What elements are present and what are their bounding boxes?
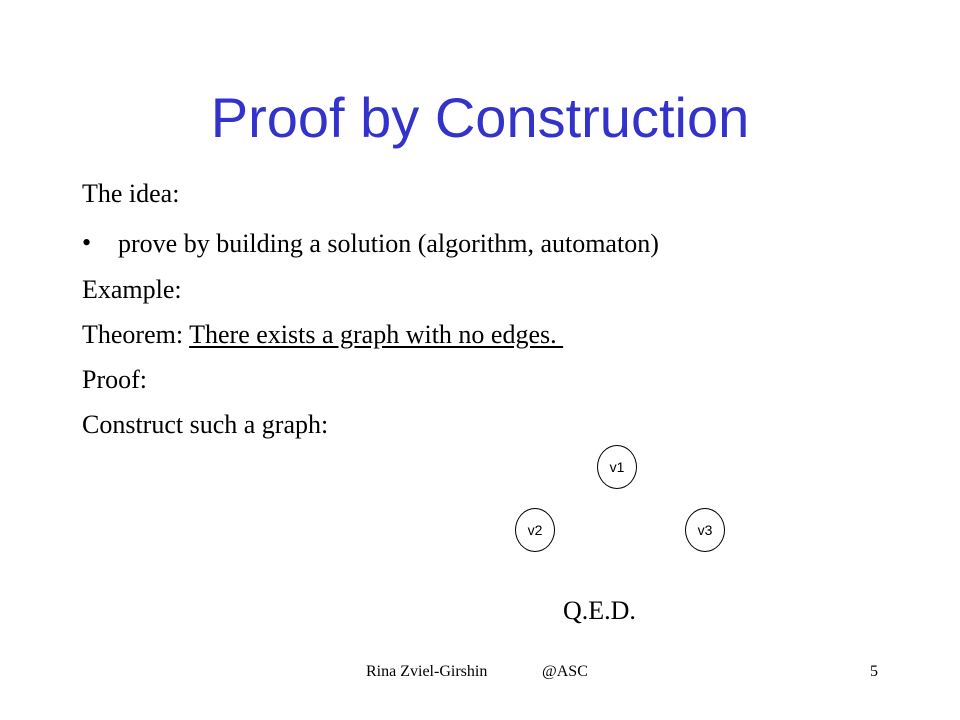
theorem-label: Theorem:: [82, 320, 184, 349]
theorem-statement: There exists a graph with no edges.: [189, 320, 564, 349]
qed-text: Q.E.D.: [563, 596, 636, 625]
construct-line: Construct such a graph:: [82, 410, 329, 439]
theorem-line: [82, 322, 563, 348]
graph-node-v1: v1: [597, 445, 637, 489]
bullet-text: prove by building a solution (algorithm, automaton): [118, 229, 659, 258]
graph-node-v3: v3: [685, 508, 725, 552]
idea-label: The idea:: [82, 179, 180, 208]
slide-title: Proof by Construction: [210, 86, 750, 149]
footer-page-number: 5: [870, 663, 878, 680]
footer-affiliation: @ASC: [542, 663, 588, 680]
proof-label: Proof:: [82, 365, 147, 394]
graph-node-v2: v2: [515, 508, 555, 552]
bullet-marker: •: [82, 228, 92, 257]
example-label: Example:: [82, 275, 182, 304]
footer-author: Rina Zviel-Girshin: [366, 663, 488, 680]
